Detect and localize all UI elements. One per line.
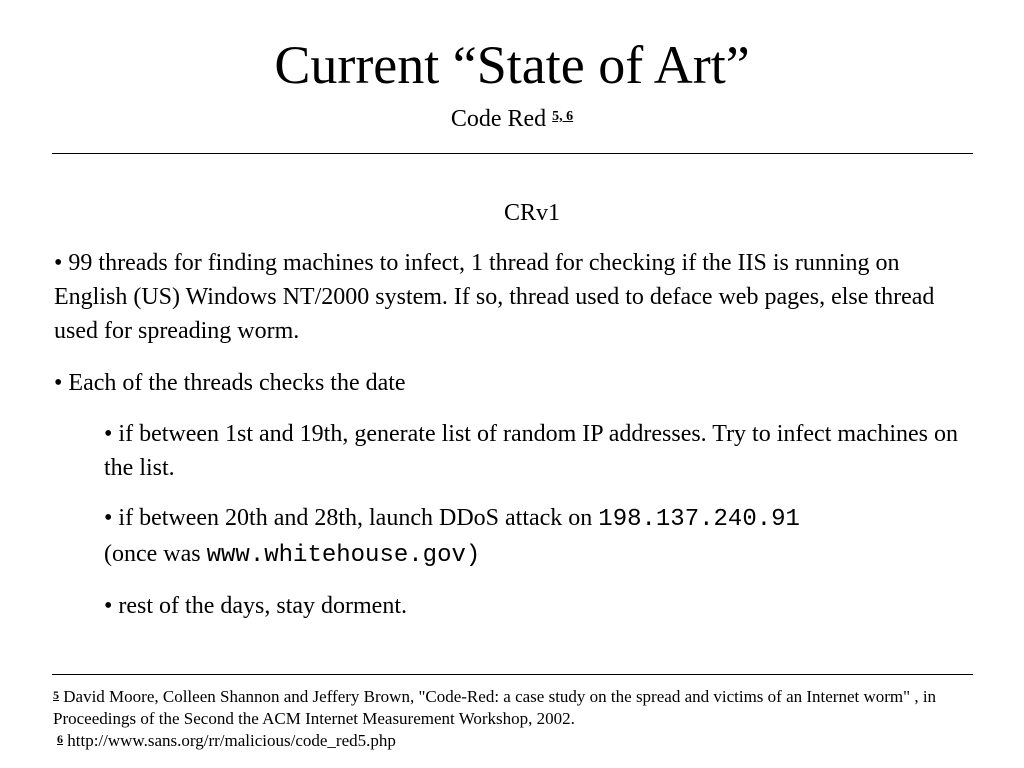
sub-bullet-infect: • if between 1st and 19th, generate list of random IP addresses. Try to infect machines on the list. [104, 421, 958, 481]
footnote-number: 5 [53, 688, 59, 702]
footnote-6 [53, 730, 993, 752]
sub-bullet-dorment: • rest of the days, stay dorment. [104, 593, 407, 619]
once-was-text: (once was [104, 541, 201, 567]
ddos-text: • if between 20th and 28th, launch DDoS attack on [104, 505, 593, 531]
subtitle-text: Code Red [450, 106, 547, 132]
ddos-target-ip: 198.137.240.91 [598, 506, 800, 533]
sub-bullet-ddos [104, 501, 984, 573]
footnotes [53, 686, 993, 752]
footnote-text: David Moore, Colleen Shannon and Jeffery Brown, "Code-Red: a case study on the spread and victims of an Internet worm" , in Proceedings of the Second the ACM Internet Measurement Workshop, 2002. [53, 687, 937, 728]
subtitle-reference: 5, 6 [552, 109, 574, 124]
slide-title: Current “State of Art” [274, 35, 750, 95]
footnote-number: 6 [57, 732, 63, 746]
ddos-target-host: www.whitehouse.gov) [206, 542, 481, 569]
footnote-divider [52, 674, 973, 675]
section-heading: CRv1 [503, 200, 560, 226]
slide-subtitle [0, 104, 1024, 134]
bullet-threads: • 99 threads for finding machines to infect, 1 thread for checking if the IIS is running on English (US) Windows NT/2000 system. If so, thread used to deface web pages, else thread used for spreading worm. [54, 250, 935, 344]
bullet-date-check: • Each of the threads checks the date [54, 370, 406, 396]
footnote-5 [53, 686, 993, 730]
footnote-url: http://www.sans.org/rr/malicious/code_red5.php [67, 731, 396, 750]
title-divider [52, 153, 973, 154]
